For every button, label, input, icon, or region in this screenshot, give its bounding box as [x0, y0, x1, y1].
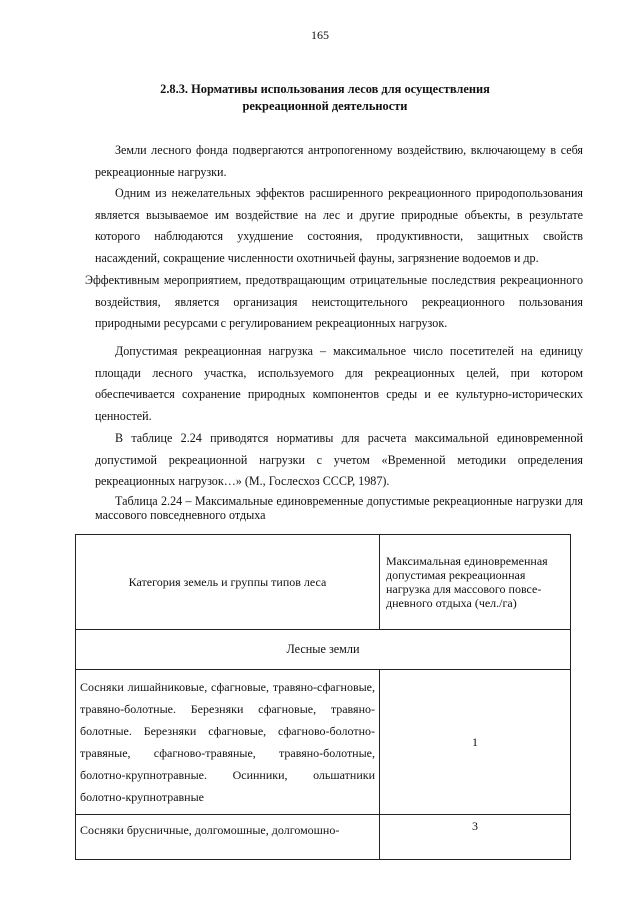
paragraph: Одним из нежелательных эффектов расширенного рекреационного природопользования является вызываемое им воздействие на лес и другие природные объекты, в результате которого наблюдаются ухудшение состояния, продуктивности, защитных свойств насаждений, сокращение численности охотничьей фауны, загрязнение водоемов и др.	[95, 186, 583, 265]
section-title-line-1: 2.8.3. Нормативы использования лесов для осуществления	[160, 82, 490, 96]
row-value: 1	[380, 670, 571, 815]
row-category: Сосняки лишайниковые, сфагновые, травяно-сфагновые, травяно-болотные. Березняки сфагновые, травяно-болотные. Березняки сфагновые, сфагново-болотно-травяные, сфагново-травяные, травяно-болотные, болотно-крупнотравные. Осинники, ольшатники болотно-крупнотравные	[76, 670, 380, 815]
table-row	[76, 815, 571, 860]
table-header-row	[76, 535, 571, 630]
page-number: 165	[311, 28, 329, 42]
table-section-row	[76, 630, 571, 670]
section-title-line-2: рекреационной деятельности	[242, 99, 408, 113]
paragraph: Допустимая рекреационная нагрузка – максимальное число посетителей на единицу площади лесного участка, используемого для рекреационных целей, при котором обеспечивается сохранение природных компонентов среды и ее культурно-исторических ценностей.	[95, 344, 583, 423]
row-value: 3	[380, 815, 571, 860]
section-title	[95, 81, 555, 115]
row-category: Сосняки брусничные, долгомошные, долгомошно-	[76, 815, 380, 860]
norms-table	[75, 534, 571, 860]
table-row	[76, 670, 571, 815]
table-caption: Таблица 2.24 – Максимальные единовременные допустимые рекреационные нагрузки для массового повседневного отдыха	[95, 494, 583, 522]
paragraph: В таблице 2.24 приводятся нормативы для расчета максимальной единовременной допустимой рекреационной нагрузки с учетом «Временной методики определения рекреационных нагрузок…» (М., Гослесхоз СССР, 1987).	[95, 431, 583, 489]
paragraph: Земли лесного фонда подвергаются антропогенному воздействию, включающему в себя рекреационные нагрузки.	[95, 143, 583, 179]
header-category: Категория земель и группы типов леса	[76, 535, 380, 630]
section-label-forest-lands: Лесные земли	[76, 630, 571, 670]
paragraph: Эффективным мероприятием, предотвращающим отрицательные последствия рекреационного воздействия, является организация неистощительного рекреационного пользования природными ресурсами с регулированием рекреационных нагрузок.	[85, 273, 583, 331]
header-max-load: Максимальная единовременная допустимая рекреационная нагрузка для массового повсе-дневного отдыха (чел./га)	[380, 535, 571, 630]
